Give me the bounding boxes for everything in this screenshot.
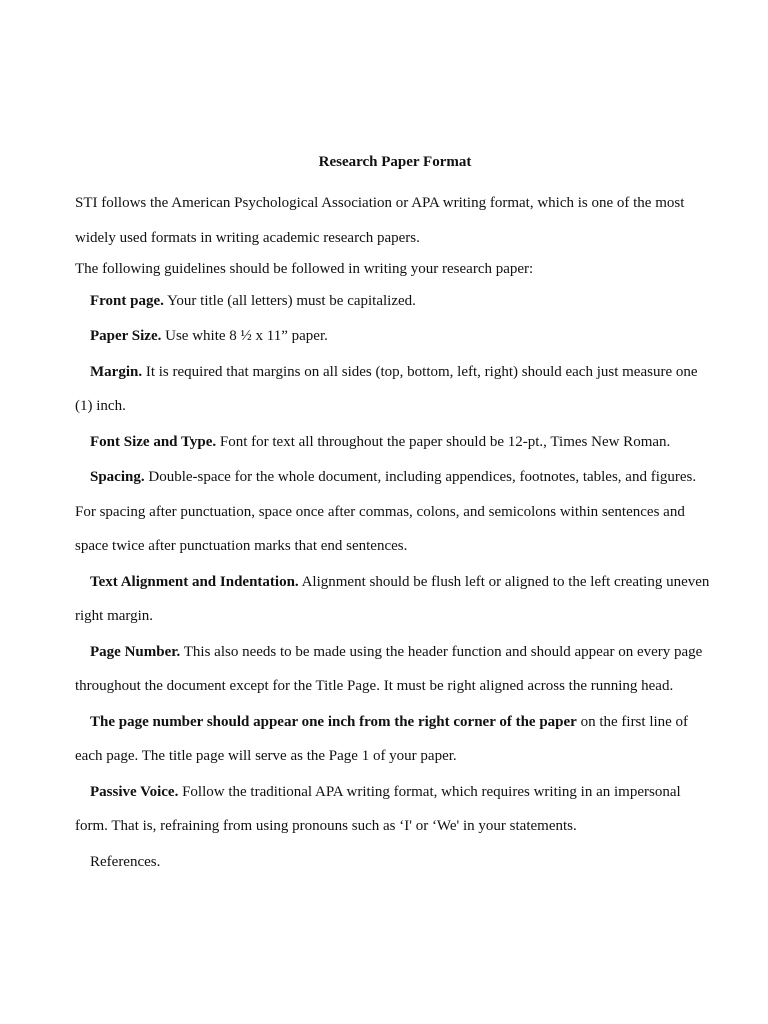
guideline-margin xyxy=(75,355,715,424)
guideline-paper-size xyxy=(75,319,715,354)
guideline-text: This also needs to be made using the header function and should appear on every page throughout the document except for the Title Page. It must be right aligned across the running head. xyxy=(75,643,703,694)
guideline-font xyxy=(75,425,715,460)
guideline-text: Alignment should be flush left or aligned to the left creating uneven right margin. xyxy=(75,573,710,624)
guideline-lead: Text Alignment and Indentation. xyxy=(90,573,299,590)
intro-paragraph: STI follows the American Psychological Association or APA writing format, which is one of the most widely used formats in writing academic research papers. xyxy=(75,195,685,246)
guideline-page-number-position xyxy=(75,705,715,774)
guideline-text: Font for text all throughout the paper should be 12-pt., Times New Roman. xyxy=(216,433,671,450)
guideline-text: Follow the traditional APA writing format, which requires writing in an impersonal form. That is, refraining from using pronouns such as ‘I' or ‘We' in your statements. xyxy=(75,783,681,834)
document-title: Research Paper Format xyxy=(318,154,472,170)
document-body xyxy=(75,151,715,879)
guideline-lead: Spacing. xyxy=(90,469,145,485)
guideline-text: on the first line of each page. The title page will serve as the Page 1 of your paper. xyxy=(75,713,689,764)
guideline-alignment xyxy=(75,565,715,634)
guideline-lead: Font Size and Type. xyxy=(90,433,217,450)
references-heading: References. xyxy=(90,853,161,870)
guideline-page-number xyxy=(75,635,715,704)
guideline-text: Your title (all letters) must be capitalized. xyxy=(163,292,416,309)
guideline-passive-voice xyxy=(75,775,715,844)
guideline-lead: Margin. xyxy=(90,363,143,380)
guideline-lead: Page Number. xyxy=(90,643,181,660)
guideline-lead: Paper Size. xyxy=(90,328,162,344)
guidelines-intro: The following guidelines should be followed in writing your research paper: xyxy=(75,261,534,277)
guideline-spacing xyxy=(75,460,715,564)
guideline-front-page xyxy=(75,284,715,319)
guideline-lead: Front page. xyxy=(90,292,164,309)
guideline-text: Double-space for the whole document, including appendices, footnotes, tables, and figures. For spacing after punctuation, space once after commas, colons, and semicolons within sentences and space twice after punctuation marks that end sentences. xyxy=(75,469,697,554)
guideline-text: It is required that margins on all sides (top, bottom, left, right) should each just measure one (1) inch. xyxy=(75,363,698,414)
guideline-lead: Passive Voice. xyxy=(90,783,179,800)
guideline-lead: The page number should appear one inch from the right corner of the paper xyxy=(90,713,577,730)
guideline-text: Use white 8 ½ x 11” paper. xyxy=(161,328,328,344)
